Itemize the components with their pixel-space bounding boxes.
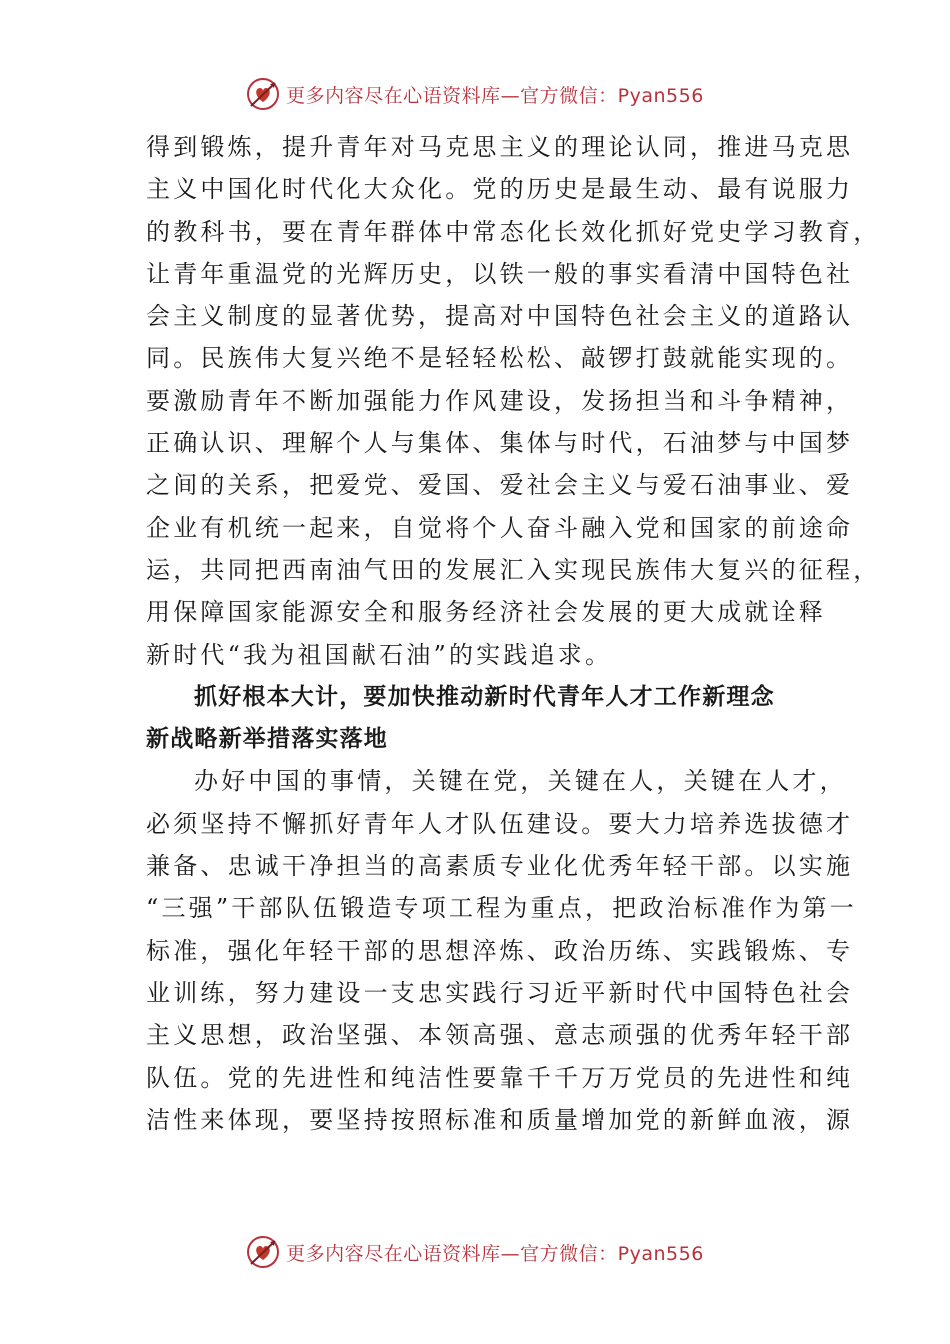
body-line: 同。民族伟大复兴绝不是轻轻松松、敲锣打鼓就能实现的。 <box>146 344 854 373</box>
body-line: 运，共同把西南油气田的发展汇入实现民族伟大复兴的征程， <box>146 555 881 584</box>
heart-arrow-logo-icon <box>246 1235 280 1269</box>
heart-arrow-logo-icon <box>246 77 280 111</box>
watermark-header <box>0 72 950 116</box>
body-line: 队伍。党的先进性和纯洁性要靠千千万万党员的先进性和纯 <box>146 1063 854 1092</box>
watermark-text: 更多内容尽在心语资料库—官方微信：Pyan556 <box>286 84 704 107</box>
body-line: 新时代“我为祖国献石油”的实践追求。 <box>146 640 613 669</box>
watermark-text: 更多内容尽在心语资料库—官方微信：Pyan556 <box>286 1242 704 1265</box>
body-line: 主义思想，政治坚强、本领高强、意志顽强的优秀年轻干部 <box>146 1021 854 1050</box>
body-line: 企业有机统一起来，自觉将个人奋斗融入党和国家的前途命 <box>146 513 854 542</box>
body-line: 得到锻炼，提升青年对马克思主义的理论认同，推进马克思 <box>146 133 854 161</box>
body-line: 洁性来体现，要坚持按照标准和质量增加党的新鲜血液，源 <box>146 1105 854 1134</box>
body-line: 要激励青年不断加强能力作风建设，发扬担当和斗争精神， <box>146 386 854 415</box>
body-line: 业训练，努力建设一支忠实践行习近平新时代中国特色社会 <box>146 978 854 1007</box>
watermark-footer <box>0 1230 950 1274</box>
body-line: 正确认识、理解个人与集体、集体与时代，石油梦与中国梦 <box>146 429 854 458</box>
document-body <box>146 126 881 1141</box>
body-line: “三强”干部队伍锻造专项工程为重点，把政治标准作为第一 <box>146 894 857 923</box>
body-line: 的教科书，要在青年群体中常态化长效化抓好党史学习教育， <box>146 217 881 246</box>
body-line: 标准，强化年轻干部的思想淬炼、政治历练、实践锻炼、专 <box>146 936 854 965</box>
body-line: 办好中国的事情，关键在党，关键在人，关键在人才， <box>194 767 847 796</box>
section-heading-line: 新战略新举措落实落地 <box>146 726 388 753</box>
body-line: 让青年重温党的光辉历史，以铁一般的事实看清中国特色社 <box>146 259 854 288</box>
body-line: 之间的关系，把爱党、爱国、爱社会主义与爱石油事业、爱 <box>146 471 854 500</box>
body-line: 兼备、忠诚干净担当的高素质专业化优秀年轻干部。以实施 <box>146 852 854 881</box>
section-heading-line: 抓好根本大计，要加快推动新时代青年人才工作新理念 <box>194 683 775 710</box>
body-line: 用保障国家能源安全和服务经济社会发展的更大成就诠释 <box>146 598 826 627</box>
body-line: 主义中国化时代化大众化。党的历史是最生动、最有说服力 <box>146 175 854 204</box>
body-line: 必须坚持不懈抓好青年人才队伍建设。要大力培养选拔德才 <box>146 809 854 838</box>
body-line: 会主义制度的显著优势，提高对中国特色社会主义的道路认 <box>146 302 854 331</box>
